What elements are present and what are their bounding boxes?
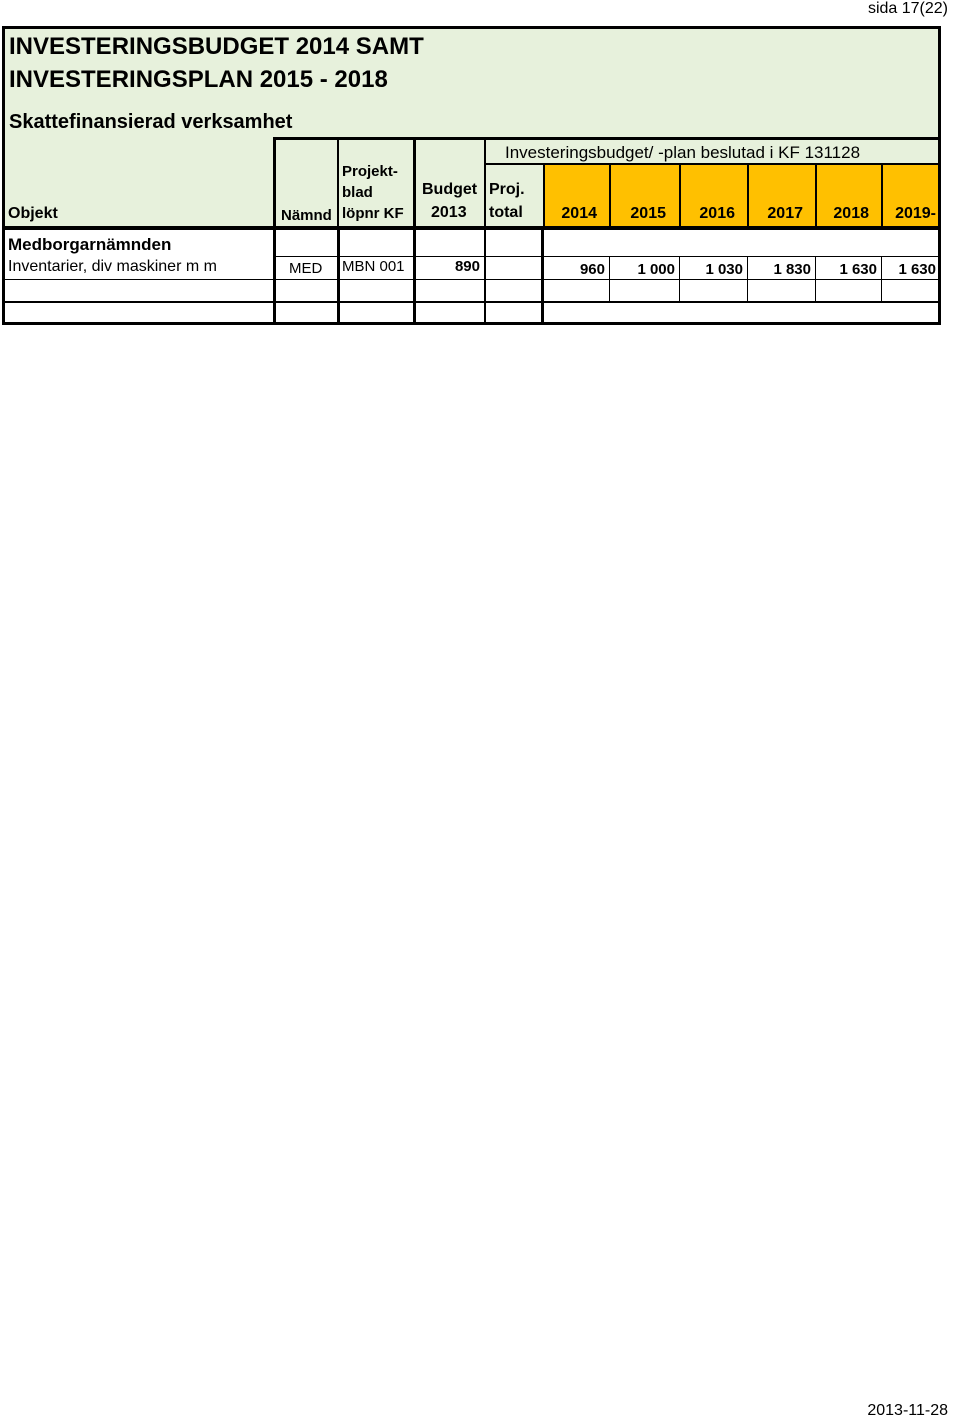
- page-title-line1: INVESTERINGSBUDGET 2014 SAMT: [9, 33, 424, 60]
- row-lopnr: MBN 001: [342, 258, 405, 275]
- col-header-2019: 2019-: [895, 205, 936, 222]
- col-header-objekt: Objekt: [8, 205, 58, 222]
- row-2015: 1 000: [637, 261, 675, 278]
- section-title: Medborgarnämnden: [8, 235, 172, 254]
- row-2018: 1 630: [839, 261, 877, 278]
- col-header-projekt-1: Projekt-: [342, 163, 398, 180]
- col-header-2016: 2016: [699, 205, 735, 222]
- investment-budget-sheet: [2, 26, 941, 325]
- year-header-fill: [543, 165, 938, 226]
- col-header-2018: 2018: [833, 205, 869, 222]
- col-header-budget-1: Budget: [422, 181, 478, 198]
- col-header-2015: 2015: [630, 205, 666, 222]
- page-subtitle: Skattefinansierad verksamhet: [9, 111, 293, 133]
- page-title-line2: INVESTERINGSPLAN 2015 - 2018: [9, 66, 388, 93]
- col-header-2017: 2017: [767, 205, 803, 222]
- row-objekt: Inventarier, div maskiner m m: [8, 258, 217, 275]
- row-2017: 1 830: [773, 261, 811, 278]
- page-number: sida 17(22): [867, 0, 948, 17]
- col-header-projekt-3: löpnr KF: [342, 205, 404, 222]
- col-header-budget-2: 2013: [431, 204, 467, 221]
- row-budget2013: 890: [454, 258, 480, 275]
- col-header-namnd: Nämnd: [281, 207, 332, 224]
- col-header-2014: 2014: [561, 205, 597, 222]
- footer-date: 2013-11-28: [867, 1402, 948, 1419]
- col-header-proj-2: total: [489, 204, 523, 221]
- row-2016: 1 030: [705, 261, 743, 278]
- row-namnd: MED: [289, 260, 323, 277]
- row-2019: 1 630: [898, 261, 936, 278]
- col-header-proj-1: Proj.: [489, 181, 525, 198]
- row-2014: 960: [579, 261, 605, 278]
- col-header-projekt-2: blad: [342, 184, 373, 201]
- group-header: Investeringsbudget/ -plan beslutad i KF 131128: [505, 143, 861, 162]
